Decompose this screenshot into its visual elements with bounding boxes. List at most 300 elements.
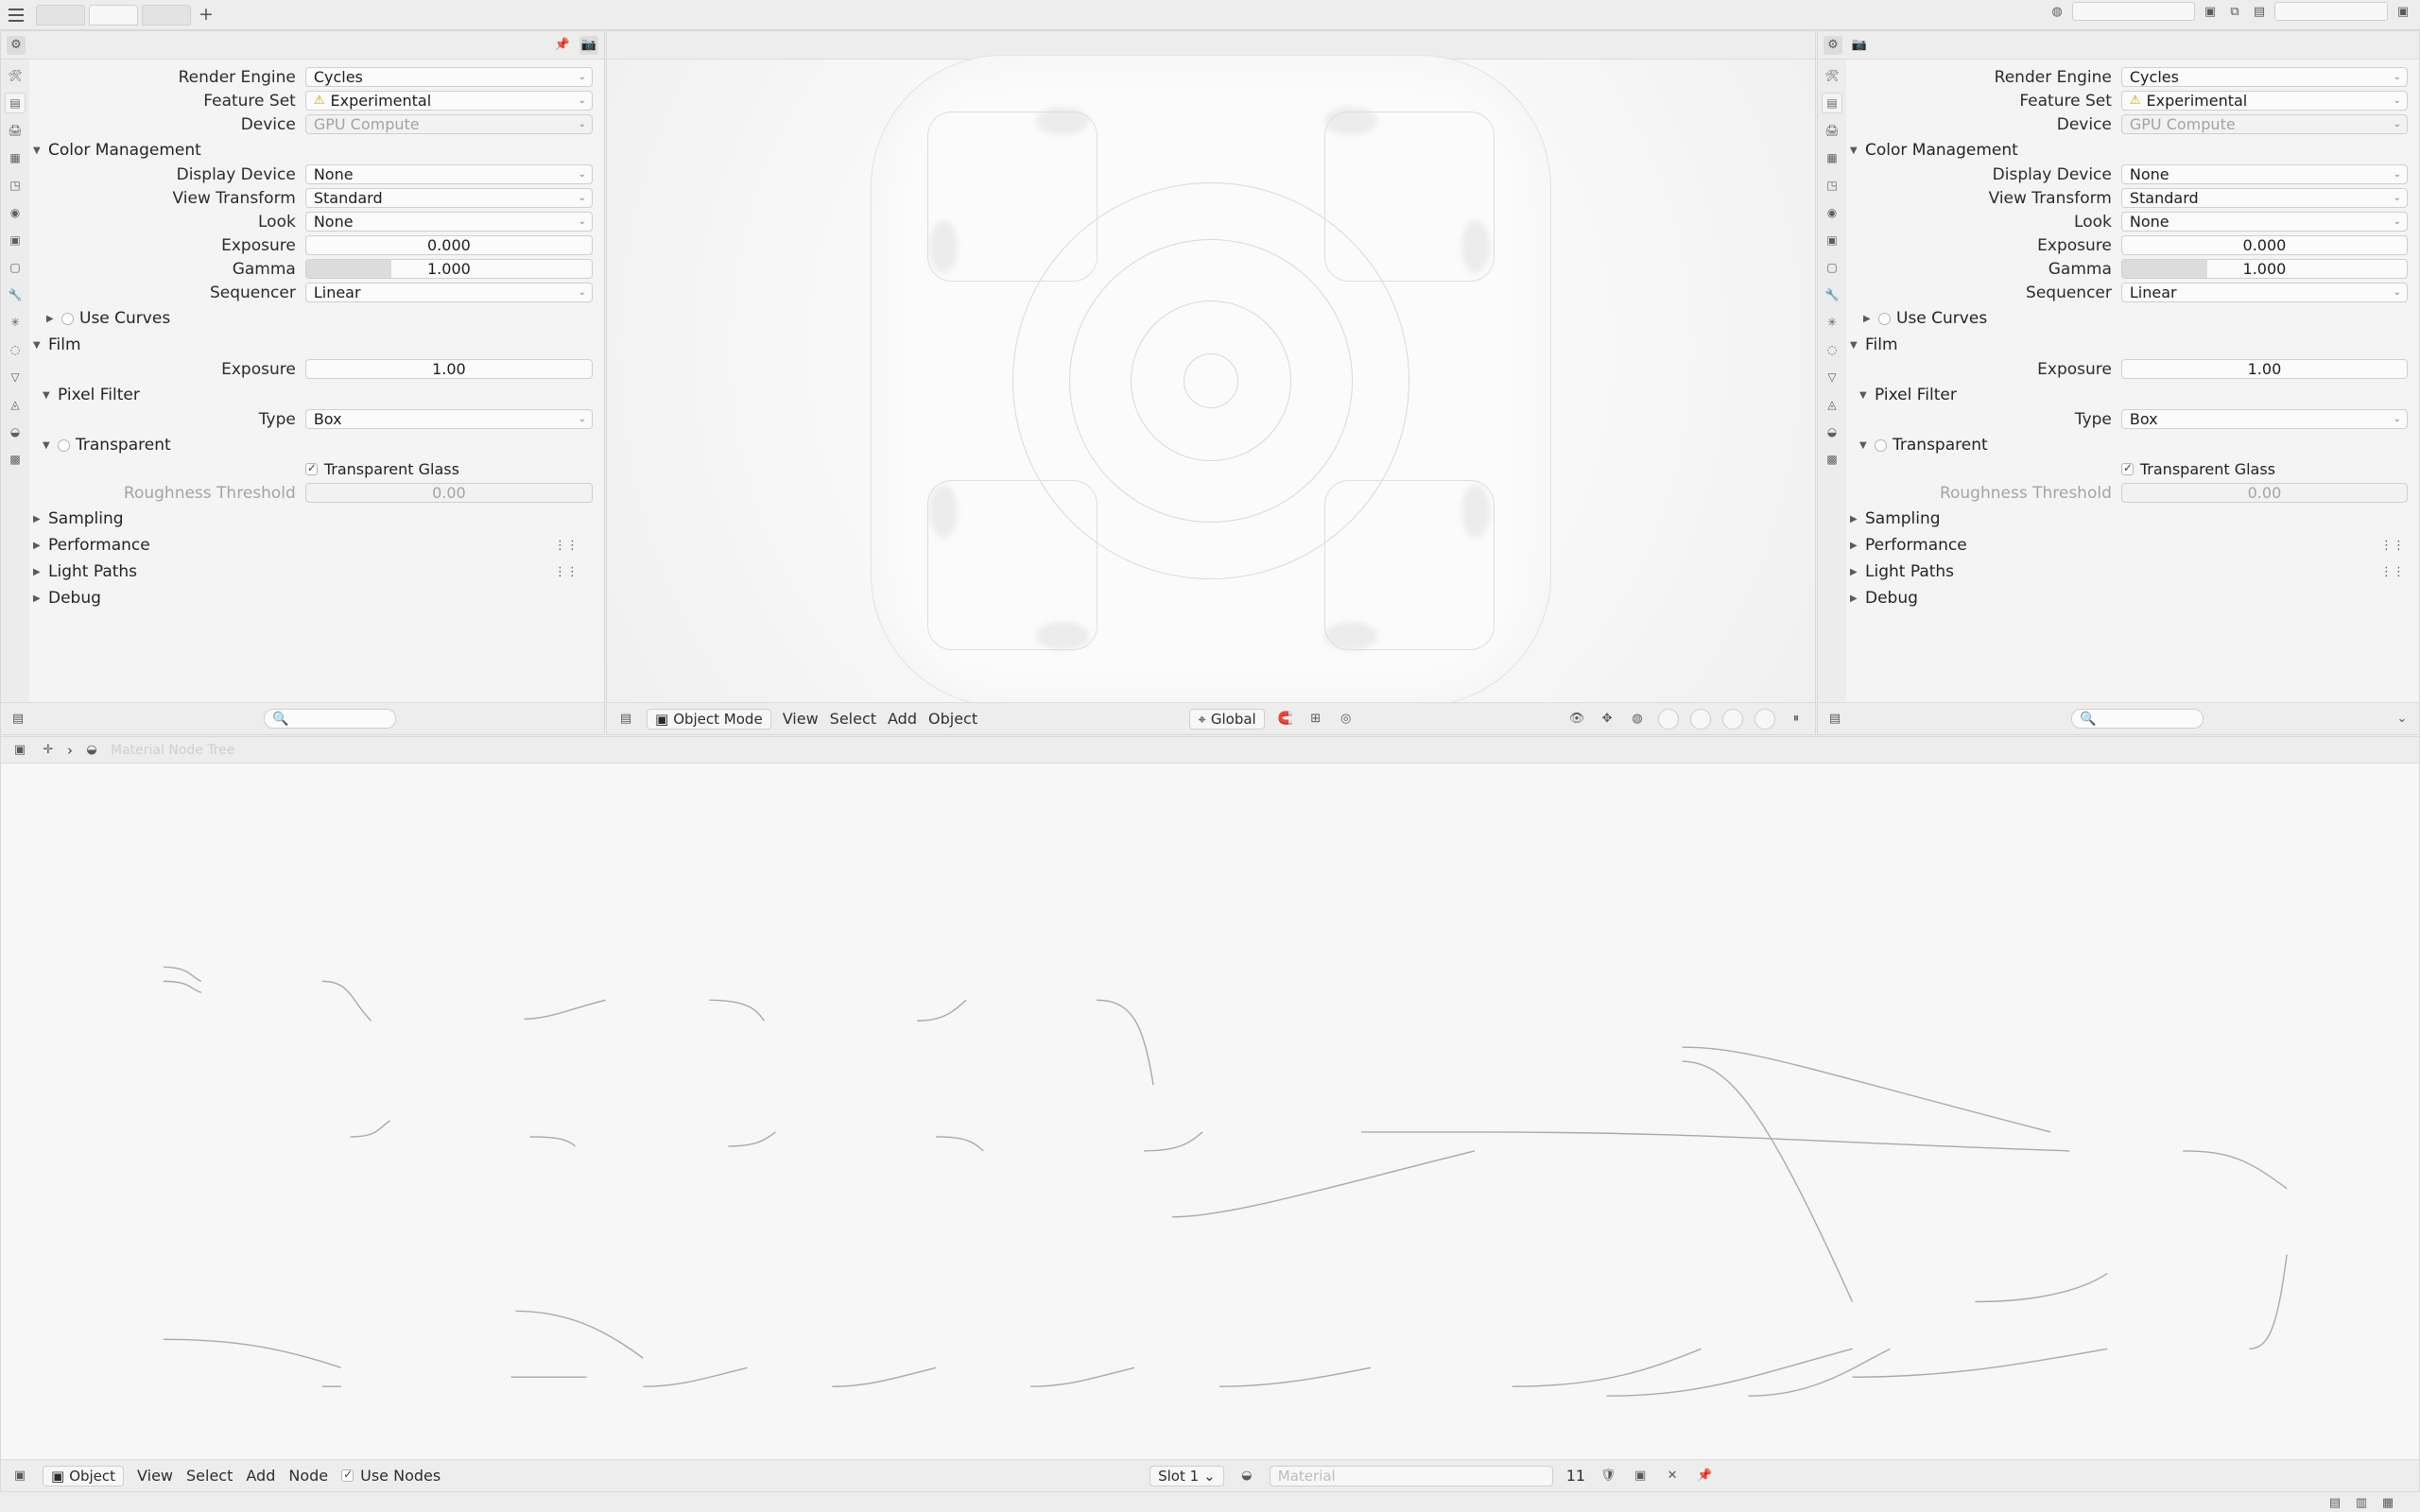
tab-world[interactable]: ◉ — [9, 206, 21, 219]
use-curves-label: Use Curves — [79, 309, 171, 328]
search-input[interactable] — [2071, 709, 2204, 729]
orientation-icon: ⌖ — [1198, 710, 1206, 728]
sampling-label: Sampling — [1865, 509, 1941, 528]
gamma-value: 1.000 — [2242, 260, 2287, 278]
pixel-filter-section[interactable] — [1859, 385, 2419, 405]
use-curves-label: Use Curves — [1896, 309, 1988, 328]
copy-scene-icon[interactable]: ⧉ — [2230, 4, 2239, 19]
pin-icon[interactable]: 📌 — [554, 38, 571, 52]
shader-node-editor — [0, 736, 2420, 1492]
search-icon: 🔍 — [272, 711, 289, 727]
filter-type-dropdown[interactable] — [2121, 409, 2408, 429]
chevron-right-icon: ▶ — [46, 313, 54, 324]
chevron-down-icon: ⌄ — [2393, 216, 2401, 227]
menu-view[interactable]: View — [782, 710, 819, 728]
new-material-icon[interactable]: ▣ — [1634, 1469, 1647, 1483]
exposure-value: 0.000 — [2242, 236, 2287, 254]
roughness-threshold-value: 0.00 — [432, 484, 466, 502]
search-icon: 🔍 — [2080, 711, 2097, 727]
scene-icon: ◍ — [2051, 4, 2063, 19]
tab-physics[interactable]: ◌ — [1826, 343, 1838, 356]
scene-selector[interactable] — [2072, 2, 2195, 21]
feature-set-row — [1846, 91, 2419, 111]
object-icon: ▣ — [655, 710, 669, 728]
sequencer-value: Linear — [2129, 284, 2177, 301]
properties-editor-left — [0, 30, 605, 735]
mode-label: Object Mode — [673, 710, 763, 728]
tab-particles[interactable]: ✳ — [9, 316, 21, 329]
roughness-threshold-row — [29, 483, 604, 503]
tab-data[interactable]: ◬ — [10, 398, 20, 411]
view-transform-value: Standard — [2129, 189, 2199, 207]
light-paths-options-icon[interactable]: ⋮⋮ — [2380, 564, 2405, 579]
sequencer-value: Linear — [313, 284, 361, 301]
feature-set-row — [29, 91, 604, 111]
exposure-slider[interactable] — [305, 235, 593, 255]
pin-icon[interactable]: 📌 — [1697, 1469, 1713, 1483]
roughness-threshold-label: Roughness Threshold — [1939, 483, 2112, 503]
exposure-row — [1846, 235, 2419, 255]
tab-output[interactable]: 🖨 — [1824, 124, 1840, 137]
visibility-icon[interactable]: 👁 — [1568, 712, 1585, 726]
light-paths-label: Light Paths — [1865, 562, 1955, 581]
transparent-section[interactable] — [43, 435, 604, 455]
display-device-dropdown[interactable] — [305, 164, 593, 184]
view-transform-label: View Transform — [1988, 188, 2112, 208]
sampling-section[interactable] — [1850, 508, 2419, 529]
sampling-section[interactable] — [33, 508, 604, 529]
chevron-down-icon: ⌄ — [578, 193, 586, 203]
use-nodes-label: Use Nodes — [360, 1467, 441, 1485]
transparent-glass-label: Transparent Glass — [323, 460, 459, 478]
proportional-edit-icon[interactable]: ◎ — [1340, 712, 1352, 726]
viewport-canvas[interactable] — [607, 60, 1815, 702]
gamma-row — [29, 259, 604, 279]
render-engine-row — [1846, 67, 2419, 87]
debug-label: Debug — [48, 589, 101, 608]
menu-view[interactable]: View — [137, 1467, 174, 1485]
chevron-down-icon: ▼ — [43, 389, 50, 401]
chevron-down-icon: ⌄ — [2393, 119, 2401, 129]
filter-type-row — [29, 409, 604, 429]
color-management-label: Color Management — [1865, 141, 2018, 160]
pixel-filter-label: Pixel Filter — [58, 386, 140, 404]
display-device-value: None — [2129, 165, 2169, 183]
light-paths-options-icon[interactable]: ⋮⋮ — [554, 564, 579, 579]
chevron-down-icon: ⌄ — [2393, 95, 2401, 106]
feature-set-dropdown[interactable] — [2121, 91, 2408, 111]
tab-tool[interactable]: 🛠 — [1824, 69, 1840, 82]
shader-type-dropdown[interactable] — [43, 1466, 124, 1486]
tab-data[interactable]: ◬ — [1827, 398, 1837, 411]
node-editor-footer — [1, 1459, 2419, 1491]
properties-tab-strip-right — [1818, 60, 1846, 734]
color-management-section[interactable] — [1850, 140, 2419, 161]
tab-texture[interactable]: ▩ — [9, 453, 21, 466]
render-properties-icon[interactable]: 📷 — [579, 36, 598, 55]
look-label: Look — [258, 212, 296, 232]
menu-object[interactable]: Object — [928, 710, 978, 728]
exposure-label: Exposure — [2037, 235, 2112, 255]
render-engine-dropdown[interactable] — [305, 67, 593, 87]
filter-type-value: Box — [2129, 410, 2158, 428]
light-paths-label: Light Paths — [48, 562, 138, 581]
roughness-threshold-field[interactable] — [305, 483, 593, 503]
feature-set-dropdown[interactable] — [305, 91, 593, 111]
render-engine-label: Render Engine — [1994, 67, 2112, 87]
chevron-right-icon: ▶ — [1850, 566, 1858, 577]
version-icon: ▦ — [2381, 1495, 2394, 1510]
exposure-value: 0.000 — [427, 236, 471, 254]
chevron-down-icon: ▼ — [33, 339, 41, 351]
view-transform-row — [1846, 188, 2419, 208]
sequencer-row — [1846, 283, 2419, 302]
sequencer-label: Sequencer — [209, 283, 296, 302]
gamma-label: Gamma — [2048, 259, 2112, 279]
roughness-threshold-field[interactable] — [2121, 483, 2408, 503]
viewport-3d — [606, 30, 1816, 735]
film-exposure-label: Exposure — [221, 359, 296, 379]
add-workspace-button[interactable]: + — [199, 4, 214, 25]
workspace-tab-3[interactable] — [142, 5, 191, 26]
performance-label: Performance — [1865, 536, 1967, 555]
transparent-glass-option[interactable] — [2121, 460, 2275, 478]
menu-select[interactable]: Select — [829, 710, 877, 728]
film-exposure-label: Exposure — [2037, 359, 2112, 379]
properties-header-right — [1818, 31, 2419, 60]
filter-type-dropdown[interactable] — [305, 409, 593, 429]
plus-icon[interactable]: ✛ — [43, 743, 54, 757]
properties-footer-right — [1818, 702, 2419, 734]
sequencer-label: Sequencer — [2026, 283, 2112, 302]
use-curves-section[interactable] — [46, 308, 604, 329]
menu-add[interactable]: Add — [246, 1467, 276, 1485]
debug-label: Debug — [1865, 589, 1918, 608]
topbar-right-group — [2048, 2, 2412, 21]
view-transform-dropdown[interactable] — [305, 188, 593, 208]
light-paths-section[interactable] — [33, 561, 604, 582]
tab-view-layer[interactable]: ▦ — [9, 151, 21, 164]
look-dropdown[interactable] — [2121, 212, 2408, 232]
properties-footer-left — [1, 702, 604, 734]
shading-rendered-button[interactable] — [1754, 709, 1775, 730]
gamma-slider[interactable] — [305, 259, 593, 279]
tab-constraints[interactable]: ▽ — [10, 370, 20, 384]
film-label: Film — [48, 335, 81, 354]
top-bar — [0, 0, 2420, 30]
display-device-dropdown[interactable] — [2121, 164, 2408, 184]
performance-section[interactable] — [33, 535, 604, 556]
device-dropdown[interactable] — [305, 114, 593, 134]
object-icon: ▣ — [51, 1467, 65, 1485]
chevron-down-icon: ⌄ — [2393, 193, 2401, 203]
pixel-filter-label: Pixel Filter — [1875, 386, 1957, 404]
properties-tab-strip-left — [1, 60, 29, 734]
render-engine-dropdown[interactable] — [2121, 67, 2408, 87]
shading-wireframe-button[interactable] — [1658, 709, 1679, 730]
chevron-down-icon: ⌄ — [578, 95, 586, 106]
film-exposure-field[interactable] — [2121, 359, 2408, 379]
film-exposure-row — [29, 359, 604, 379]
device-label: Device — [240, 114, 296, 134]
view-transform-dropdown[interactable] — [2121, 188, 2408, 208]
tab-constraints[interactable]: ▽ — [1827, 370, 1837, 384]
material-name-field[interactable] — [1270, 1466, 1553, 1486]
tab-particles[interactable]: ✳ — [1826, 316, 1838, 329]
roughness-threshold-value: 0.00 — [2247, 484, 2282, 502]
transparent-checkbox[interactable] — [58, 439, 70, 452]
tab-modifiers[interactable]: 🔧 — [8, 288, 23, 301]
shader-type-value: Object — [69, 1467, 116, 1485]
chevron-down-icon: ⌄ — [578, 287, 586, 298]
editor-type-icon[interactable]: ⚙ — [1824, 36, 1842, 55]
display-device-row — [1846, 164, 2419, 184]
tab-material[interactable]: ◒ — [1826, 425, 1838, 438]
tab-render[interactable]: ▤ — [5, 93, 26, 113]
properties-body-right — [1846, 60, 2419, 702]
use-nodes-checkbox[interactable] — [341, 1469, 354, 1482]
fake-user-icon[interactable]: 🛡 — [1599, 1469, 1616, 1483]
node-editor-breadcrumb-bar — [1, 737, 2419, 764]
sequencer-dropdown[interactable] — [305, 283, 593, 302]
view-transform-value: Standard — [313, 189, 383, 207]
chevron-down-icon: ⌄ — [578, 119, 586, 129]
exposure-label: Exposure — [221, 235, 296, 255]
feature-set-value: Experimental — [2146, 92, 2248, 110]
look-row — [29, 212, 604, 232]
slot-label: Slot 1 — [1158, 1467, 1200, 1485]
feature-set-value: Experimental — [330, 92, 432, 110]
tab-tool[interactable]: 🛠 — [8, 69, 23, 82]
render-engine-label: Render Engine — [178, 67, 296, 87]
pixel-filter-section[interactable] — [43, 385, 604, 405]
gamma-label: Gamma — [232, 259, 296, 279]
tab-object[interactable]: ▢ — [9, 261, 21, 274]
light-paths-section[interactable] — [1850, 561, 2419, 582]
transparent-checkbox[interactable] — [1875, 439, 1887, 452]
transform-orientation-dropdown[interactable] — [1189, 709, 1264, 730]
chevron-down-icon: ⌄ — [2393, 287, 2401, 298]
viewport-footer — [607, 702, 1815, 734]
chevron-down-icon: ⌄ — [1203, 1467, 1216, 1485]
film-section[interactable] — [1850, 335, 2419, 355]
view-layer-icon: ▤ — [2253, 4, 2266, 19]
device-row — [29, 114, 604, 134]
use-curves-section[interactable] — [1863, 308, 2419, 329]
warning-icon: ⚠ — [313, 94, 325, 108]
performance-options-icon[interactable]: ⋮⋮ — [2380, 538, 2405, 553]
node-editor-icon[interactable]: ▣ — [13, 743, 26, 757]
tab-collection[interactable]: ▣ — [9, 233, 21, 247]
transparent-glass-option[interactable] — [305, 460, 459, 478]
device-label: Device — [2056, 114, 2112, 134]
color-management-section[interactable] — [33, 140, 604, 161]
performance-label: Performance — [48, 536, 150, 555]
chevron-right-icon: ▶ — [33, 566, 41, 577]
chevron-down-icon: ⌄ — [578, 414, 586, 424]
gamma-slider[interactable] — [2121, 259, 2408, 279]
editor-type-icon[interactable]: ▤ — [619, 712, 632, 726]
view-layer-selector[interactable] — [2274, 2, 2388, 21]
gamma-value: 1.000 — [427, 260, 471, 278]
chevron-right-icon: ▶ — [33, 593, 41, 604]
editor-type-icon[interactable]: ⚙ — [7, 36, 26, 55]
status-bar — [0, 1491, 2420, 1512]
close-icon[interactable]: ✕ — [1667, 1469, 1678, 1483]
look-dropdown[interactable] — [305, 212, 593, 232]
display-device-row — [29, 164, 604, 184]
gamma-row — [1846, 259, 2419, 279]
properties-header-left — [1, 31, 604, 60]
gizmo-icon[interactable]: ✥ — [1601, 712, 1613, 726]
render-engine-row — [29, 67, 604, 87]
debug-section[interactable] — [1850, 588, 2419, 609]
interaction-mode-dropdown[interactable] — [647, 709, 771, 730]
snap-target-icon[interactable]: ⊞ — [1310, 712, 1322, 726]
tab-material[interactable]: ◒ — [9, 425, 21, 438]
view-transform-row — [29, 188, 604, 208]
tab-texture[interactable]: ▩ — [1826, 453, 1838, 466]
feature-set-label: Feature Set — [2019, 91, 2112, 111]
look-row — [1846, 212, 2419, 232]
exposure-slider[interactable] — [2121, 235, 2408, 255]
chevron-down-icon: ▼ — [1859, 389, 1867, 401]
tab-output[interactable]: 🖨 — [8, 124, 23, 137]
new-view-layer-icon[interactable]: ▣ — [2396, 4, 2410, 19]
properties-body-left — [29, 60, 604, 702]
search-input[interactable] — [264, 709, 396, 729]
properties-editor-right — [1817, 30, 2420, 735]
film-exposure-field[interactable] — [305, 359, 593, 379]
look-label: Look — [2074, 212, 2112, 232]
transparent-label: Transparent — [76, 436, 171, 455]
material-users-count[interactable]: 11 — [1565, 1467, 1586, 1485]
shading-solid-button[interactable] — [1690, 709, 1711, 730]
tab-physics[interactable]: ◌ — [9, 343, 21, 356]
transparent-glass-row — [29, 459, 604, 479]
menu-add[interactable]: Add — [888, 710, 917, 728]
tab-object[interactable]: ▢ — [1826, 261, 1838, 274]
slot-dropdown[interactable] — [1150, 1466, 1224, 1486]
device-row — [1846, 114, 2419, 134]
shading-material-button[interactable] — [1722, 709, 1743, 730]
roughness-threshold-label: Roughness Threshold — [123, 483, 296, 503]
editor-type-icon[interactable]: ▤ — [11, 712, 25, 726]
chevron-down-icon: ⌄ — [578, 72, 586, 82]
sequencer-dropdown[interactable] — [2121, 283, 2408, 302]
material-name-value: Material — [1277, 1467, 1336, 1485]
menu-node[interactable]: Node — [288, 1467, 329, 1485]
scene-stats-icon: ▤ — [2328, 1495, 2342, 1510]
orientation-value: Global — [1210, 710, 1256, 728]
render-engine-value: Cycles — [2129, 68, 2179, 86]
editor-type-icon[interactable]: ▣ — [13, 1469, 26, 1483]
use-curves-checkbox[interactable] — [61, 313, 74, 325]
tab-collection[interactable]: ▣ — [1826, 233, 1838, 247]
new-scene-icon[interactable]: ▣ — [2204, 4, 2217, 19]
workspace-tab-2[interactable] — [89, 5, 138, 26]
chevron-right-icon: ▶ — [1850, 513, 1858, 524]
film-section[interactable] — [33, 335, 604, 355]
overlays-icon[interactable]: ◍ — [1632, 712, 1643, 726]
chevron-down-icon: ▼ — [1850, 339, 1858, 351]
performance-section[interactable] — [1850, 535, 2419, 556]
chevron-down-icon: ▼ — [43, 439, 50, 451]
chevron-down-icon: ▼ — [33, 145, 41, 156]
sequencer-row — [29, 283, 604, 302]
device-value: GPU Compute — [2129, 115, 2236, 133]
chevron-right-icon: ▶ — [33, 540, 41, 551]
breadcrumb-separator: › — [67, 741, 73, 759]
transparent-glass-label: Transparent Glass — [2139, 460, 2276, 478]
tab-world[interactable]: ◉ — [1826, 206, 1838, 219]
transparent-glass-checkbox[interactable] — [305, 463, 318, 475]
use-curves-checkbox[interactable] — [1878, 313, 1891, 325]
feature-set-label: Feature Set — [203, 91, 296, 111]
transparent-section[interactable] — [1859, 435, 2419, 455]
chevron-down-icon: ⌄ — [578, 169, 586, 180]
display-device-label: Display Device — [176, 164, 296, 184]
rendered-object — [871, 55, 1551, 707]
pause-icon[interactable]: ⏸ — [1792, 712, 1800, 726]
render-properties-icon[interactable]: 📷 — [1851, 38, 1868, 52]
display-device-label: Display Device — [1992, 164, 2112, 184]
debug-section[interactable] — [33, 588, 604, 609]
display-device-value: None — [313, 165, 354, 183]
breadcrumb-path: Material Node Tree — [111, 742, 235, 758]
chevron-down-icon: ▼ — [1859, 439, 1867, 451]
transparent-glass-row — [1846, 459, 2419, 479]
options-icon[interactable]: ⌄ — [2396, 712, 2408, 726]
use-nodes-option[interactable] — [341, 1467, 441, 1485]
workspace-tab-1[interactable] — [36, 5, 85, 26]
chevron-down-icon: ⌄ — [2393, 169, 2401, 180]
tab-scene[interactable]: ◳ — [1826, 179, 1838, 192]
material-icon[interactable]: ◒ — [1241, 1469, 1253, 1483]
hamburger-icon[interactable] — [0, 1, 32, 29]
node-canvas[interactable] — [1, 764, 2419, 1459]
filter-type-label: Type — [2074, 409, 2112, 429]
film-exposure-value: 1.00 — [432, 360, 466, 378]
memory-icon: ▥ — [2355, 1495, 2368, 1510]
warning-icon: ⚠ — [2129, 94, 2141, 108]
menu-select[interactable]: Select — [186, 1467, 233, 1485]
device-dropdown[interactable] — [2121, 114, 2408, 134]
chevron-right-icon: ▶ — [1850, 593, 1858, 604]
film-exposure-row — [1846, 359, 2419, 379]
chevron-right-icon: ▶ — [1850, 540, 1858, 551]
filter-type-row — [1846, 409, 2419, 429]
chevron-down-icon: ▼ — [1850, 145, 1858, 156]
tab-view-layer[interactable]: ▦ — [1826, 151, 1838, 164]
filter-type-value: Box — [313, 410, 342, 428]
view-transform-label: View Transform — [172, 188, 296, 208]
magnet-icon[interactable]: 🧲 — [1277, 712, 1293, 726]
transparent-glass-checkbox[interactable] — [2121, 463, 2134, 475]
look-value: None — [2129, 213, 2169, 231]
chevron-right-icon: ▶ — [1863, 313, 1871, 324]
chevron-down-icon: ⌄ — [2393, 414, 2401, 424]
roughness-threshold-row — [1846, 483, 2419, 503]
transparent-label: Transparent — [1893, 436, 1988, 455]
color-management-label: Color Management — [48, 141, 201, 160]
tab-render[interactable]: ▤ — [1822, 93, 1842, 113]
tab-modifiers[interactable]: 🔧 — [1824, 288, 1840, 301]
editor-type-icon[interactable]: ▤ — [1828, 712, 1841, 726]
performance-options-icon[interactable]: ⋮⋮ — [554, 538, 579, 553]
tab-scene[interactable]: ◳ — [9, 179, 21, 192]
chevron-down-icon: ⌄ — [578, 216, 586, 227]
